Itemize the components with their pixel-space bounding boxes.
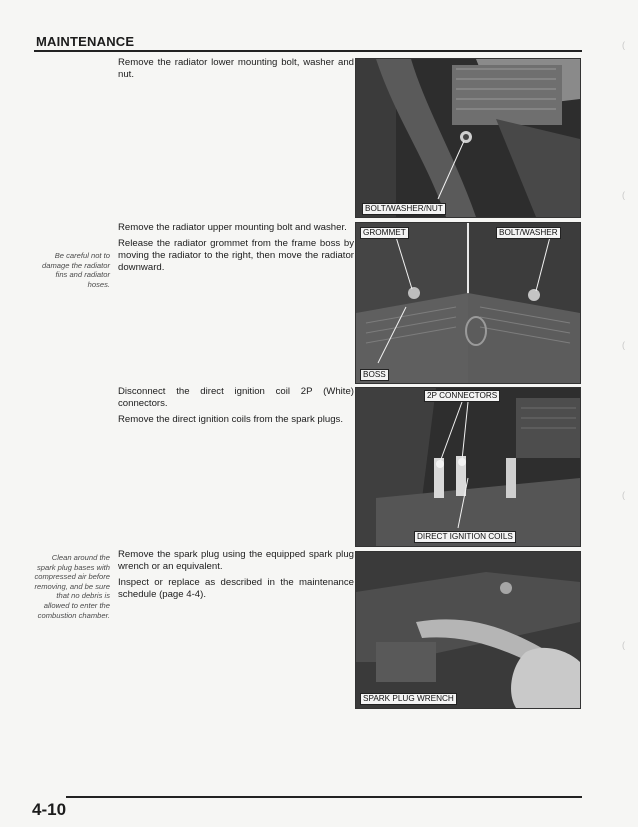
photo-radiator-upper-mount-image [356, 223, 580, 383]
step-paragraph: Remove the radiator lower mounting bolt, washer and nut. [118, 57, 354, 80]
figure-label: BOLT/WASHER/NUT [362, 203, 446, 215]
step-remove-lower-bolt [118, 57, 354, 85]
photo-radiator-lower-mount-image [356, 59, 580, 217]
figure-label: 2P CONNECTORS [424, 390, 500, 402]
photo-ignition-coils-image [356, 388, 580, 546]
caution-note-radiator: Be careful not to damage the radiator fins and radiator hoses. [42, 251, 110, 289]
step-paragraph: Release the radiator grommet from the frame boss by moving the radiator to the right, then move the radiator downward. [118, 238, 354, 273]
section-title: MAINTENANCE [36, 34, 135, 49]
binding-hole-mark: ( [622, 640, 625, 650]
binding-hole-mark: ( [622, 40, 625, 50]
step-disconnect-coils [118, 386, 354, 430]
binding-hole-mark: ( [622, 340, 625, 350]
photo-radiator-lower-mount [355, 58, 581, 218]
page-number: 4-10 [32, 800, 67, 819]
figure-label: SPARK PLUG WRENCH [360, 693, 457, 705]
footer-divider [66, 796, 582, 798]
step-paragraph: Remove the spark plug using the equipped spark plug wrench or an equivalent. [118, 549, 354, 572]
step-remove-upper-bolt [118, 222, 354, 278]
step-paragraph: Inspect or replace as described in the maintenance schedule (page 4-4). [118, 577, 354, 600]
step-paragraph: Remove the radiator upper mounting bolt and washer. [118, 222, 347, 233]
figure-label: DIRECT IGNITION COILS [414, 531, 516, 543]
photo-radiator-upper-mount [355, 222, 581, 384]
binding-hole-mark: ( [622, 490, 625, 500]
binding-hole-mark: ( [622, 190, 625, 200]
caution-note-spark-plug: Clean around the spark plug bases with compressed air before removing, and be sure that no debris is allowed to enter the combustion chamber. [34, 553, 110, 620]
photo-ignition-coils [355, 387, 581, 547]
step-paragraph: Remove the direct ignition coils from the spark plugs. [118, 414, 344, 425]
step-remove-spark-plug [118, 549, 354, 605]
header-divider [34, 50, 582, 52]
photo-spark-plug-wrench [355, 551, 581, 709]
step-paragraph: Disconnect the direct ignition coil 2P (White) connectors. [118, 386, 354, 409]
figure-label: BOSS [360, 369, 389, 381]
figure-label: GROMMET [360, 227, 409, 239]
photo-spark-plug-wrench-image [356, 552, 580, 708]
figure-label: BOLT/WASHER [496, 227, 561, 239]
